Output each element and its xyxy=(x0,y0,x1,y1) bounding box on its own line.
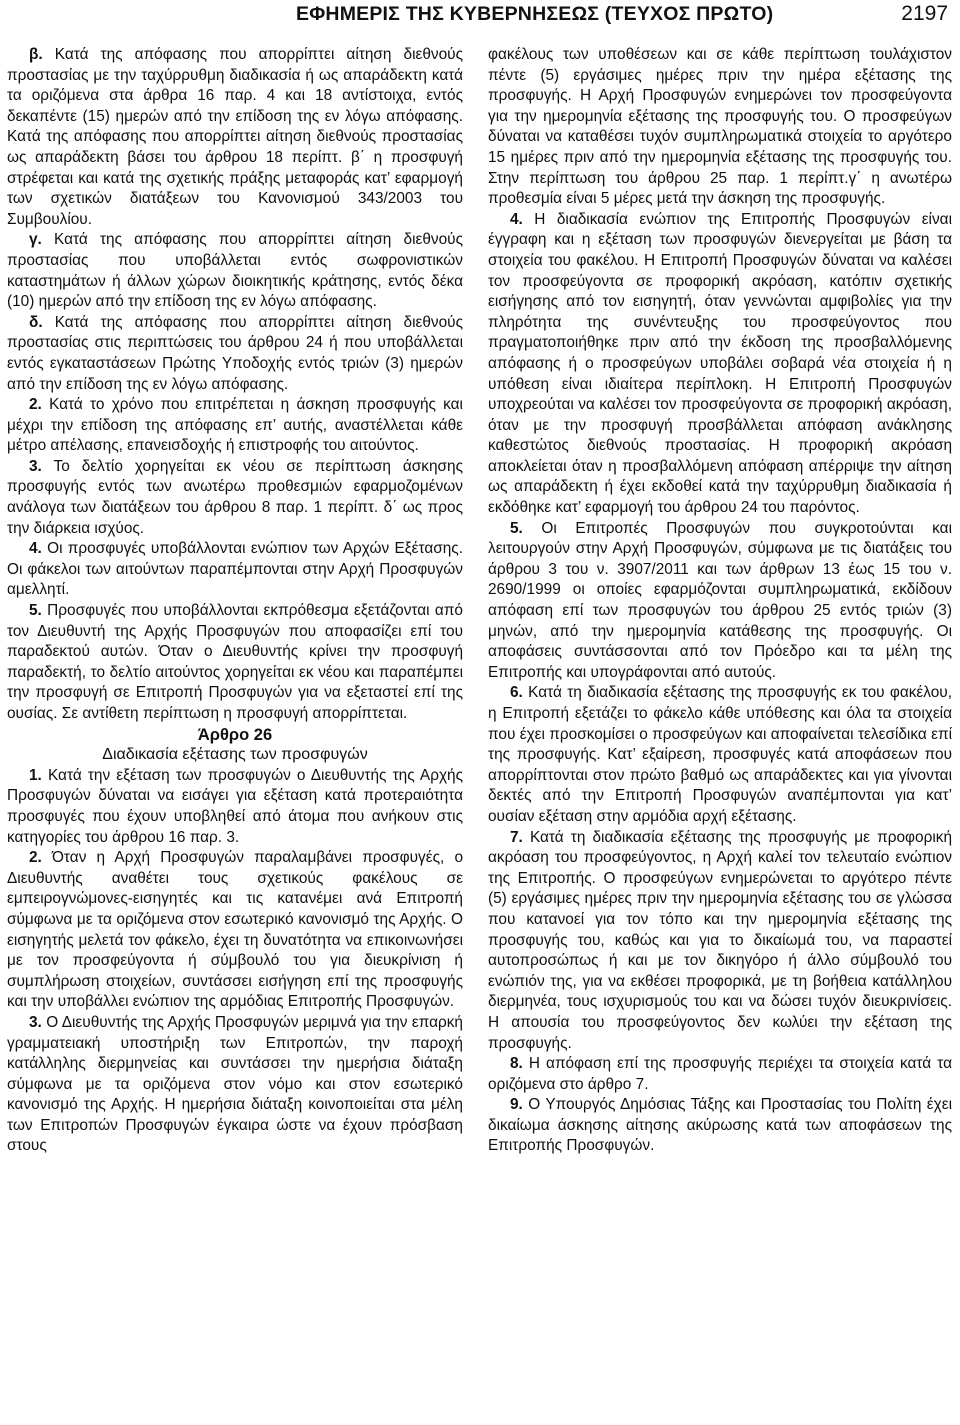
paragraph-number: 3. xyxy=(29,1013,42,1031)
paragraph-number: 6. xyxy=(510,684,523,702)
paragraph xyxy=(488,828,952,1055)
paragraph-text: Κατά το χρόνο που επιτρέπεται η άσκηση προσφυγής και μέχρι την επίδοση της απόφασης επ’ αυτής, αναστέλλεται κάθε μέτρο απέλασης, επανεισδοχής ή επιστροφής του αιτούντος. xyxy=(7,396,463,455)
paragraph-text: Προσφυγές που υποβάλλονται εκπρόθεσμα εξετάζονται από τον Διευθυντή της Αρχής Προσφυγών που αποφασίζει επί του παραδεκτού αυτών. Όταν ο Διευθυντής κρίνει την προσφυγή παραδεκτή, το δελτίο αιτούντος χορηγείται εκ νέου και παραπέμπει την προσφυγή σε Επιτροπή Προσφυγών για να εξεταστεί επί της ουσίας. Σε αντίθετη περίπτωση η προσφυγή απορρίπτεται. xyxy=(7,602,463,722)
gazette-title: ΕΦΗΜΕΡΙΣ ΤΗΣ ΚΥΒΕΡΝΗΣΕΩΣ (ΤΕΥΧΟΣ ΠΡΩΤΟ) xyxy=(296,3,774,25)
paragraph-text: Η διαδικασία ενώπιον της Επιτροπής Προσφυγών είναι έγγραφη και η εξέταση των προσφυγών διενεργείται με βάση τα στοιχεία του φακέλου. Η Επιτροπή Προσφυγών δύναται να καλέσει τον προσφεύγοντα σε προφορική ακρόαση, κατόπιν σχετικής εισήγησης από τον εισηγητή, όταν γεννώνται αμφιβολίες για την πληρότητα της συνέντευξης του προσφεύγοντος που πραγματοποιήθηκε πριν από την έκδοση της προσβαλλόμενης απόφασης ή ο προσφεύγων υποβάλει σοβαρά νέα στοιχεία ή η υπόθεση είναι ιδιαίτερα περίπλοκη. Η Επιτροπή Προσφυγών υποχρεούται να καλέσει τον προσφεύγοντα σε προφορική ακρόαση, όταν με την προσφυγή προσβάλλεται απόφαση ανάκλησης καθεστώτος διεθνούς προστασίας. Η προφορική ακρόαση αποκλείεται όταν η προσβαλλόμενη απόφαση απέρριψε την αίτηση ως απαράδεκτη ή έχει εκδοθεί κατά την ταχύρρυθμη διαδικασία ή εκδόθηκε κατ’ εφαρμογή του άρθρου 24 του παρόντος. xyxy=(488,210,952,517)
paragraph-text: Όταν η Αρχή Προσφυγών παραλαμβάνει προσφυγές, ο Διευθυντής αναθέτει τους σχετικούς φακέλους σε εμπειρογνώμονες-εισηγητές και τις κατανέμει ανά Επιτροπή σύμφωνα με τα οριζόμενα στον εσωτερικό κανονισμό της Αρχής. Ο εισηγητής μελετά τον φάκελο, έχει τη δυνατότητα να επικοινωνήσει με τον προσφεύγοντα ή σύμβουλό του για διευκρίνιση ή συμπλήρωση στοιχείων, συντάσσει εισήγηση επί της προσφυγής και την υποβάλλει ενώπιον της αρμόδιας Επιτροπής Προσφυγών. xyxy=(7,849,464,1011)
paragraph-text: Ο Διευθυντής της Αρχής Προσφυγών μεριμνά για την επαρκή γραμματειακή υποστήριξη των Επιτροπών, την παροχή κατάλληλης διερμηνείας και συντάσσει την ημερήσια διάταξη σύμφωνα με τα οριζόμενα στον νόμο και στον εσωτερικό κανονισμό της Αρχής. Η ημερήσια διάταξη κοινοποιείται στα μέλη των Επιτροπών Προσφυγών έγκαιρα ώστε να έχουν πρόσβαση στους xyxy=(7,1013,463,1155)
paragraph xyxy=(488,1095,952,1157)
paragraph-number: 1. xyxy=(29,766,42,784)
paragraph xyxy=(488,683,952,827)
paragraph-number: 4. xyxy=(29,540,42,558)
paragraph-number: 4. xyxy=(510,210,523,228)
paragraph-number: 7. xyxy=(510,828,523,846)
paragraph xyxy=(488,45,952,210)
paragraph-text: Κατά την εξέταση των προσφυγών ο Διευθυντής της Αρχής Προσφυγών δύναται να εισάγει για εξέταση κατά προτεραιότητα προσφυγές που έχουν υποβληθεί από άτομα που ανήκουν στις κατηγορίες του άρθρου 16 παρ. 3. xyxy=(7,766,464,846)
paragraph xyxy=(7,395,463,457)
article-subtitle: Διαδικασία εξέτασης των προσφυγών xyxy=(102,746,368,764)
paragraph-number: δ. xyxy=(29,313,43,331)
paragraph-text: Οι προσφυγές υποβάλλονται ενώπιον των Αρχών Εξέτασης. Οι φάκελοι των αιτούντων παραπέμπονται στην Αρχή Προσφυγών αμελλητί. xyxy=(7,540,463,599)
paragraph xyxy=(7,45,463,230)
paragraph xyxy=(7,230,463,312)
left-column xyxy=(7,45,463,1157)
paragraph-text: Οι Επιτροπές Προσφυγών που συγκροτούνται και λειτουργούν στην Αρχή Προσφυγών, σύμφωνα με τις διατάξεις του άρθρου 3 του ν. 3907/2011 και των άρθρων 13 έως 15 του ν. 2690/1999 οι οποίες εφαρμόζονται συμπληρωματικά, εκδίδουν απόφαση επί των προσφυγών του άρθρου 25 εντός τριών (3) μηνών, από την ημερομηνία κατάθεσης της προσφυγής. Οι αποφάσεις συντάσσονται από τον Πρόεδρο και τα μέλη της Επιτροπής και υπογράφονται από αυτούς. xyxy=(488,519,952,681)
right-column xyxy=(488,45,952,1157)
paragraph xyxy=(488,210,952,519)
paragraph xyxy=(488,1054,952,1095)
paragraph-number: 2. xyxy=(29,396,42,414)
article-title: Άρθρο 26 xyxy=(197,725,273,744)
paragraph xyxy=(488,519,952,684)
paragraph-number: 9. xyxy=(510,1096,523,1114)
paragraph-number: β. xyxy=(29,46,43,63)
paragraph xyxy=(7,848,463,1013)
paragraph-text: Κατά της απόφασης που απορρίπτει αίτηση διεθνούς προστασίας στις περιπτώσεις του άρθρου 24 ή που υποβάλλεται εντός εγκαταστάσεων Πρώτης Υποδοχής εντός τριών (3) ημερών από την επίδοση της εν λόγω απόφασης. xyxy=(7,313,464,393)
page-header xyxy=(0,0,960,30)
paragraph xyxy=(7,1013,463,1157)
paragraph xyxy=(7,601,463,725)
paragraph-number: 2. xyxy=(29,849,42,867)
paragraph xyxy=(7,457,463,539)
paragraph-text: Το δελτίο χορηγείται εκ νέου σε περίπτωση άσκησης προσφυγής εντός των ανωτέρω προθεσμιών εφαρμοζομένων ανάλογα των διατάξεων του άρθρου 8 παρ. 1 περίπτ. δ΄ ως προς την διάρκεια ισχύος. xyxy=(7,457,463,537)
paragraph-number: γ. xyxy=(29,231,42,249)
paragraph-number: 8. xyxy=(510,1055,523,1073)
paragraph-text: Κατά τη διαδικασία εξέτασης της προσφυγής εκ του φακέλου, η Επιτροπή εξετάζει το φάκελο κάθε υπόθεσης και όλα τα στοιχεία που έχει προσκομίσει ο προσφεύγων και αποφαίνεται τελεσίδικα επί της προσφυγής. Κατ’ εξαίρεση, προσφυγές κατά αποφάσεων που απορρίπτονται στον πρώτο βαθμό ως απαράδεκτες και για γίνονται δεκτές από την Επιτροπή Προσφυγών αναπέμπονται για κατ’ ουσίαν εξέταση στην αρμόδια αρχή εξέτασης. xyxy=(488,684,952,825)
paragraph-text: Ο Υπουργός Δημόσιας Τάξης και Προστασίας του Πολίτη έχει δικαίωμα άσκησης αίτησης ακύρωσης κατά των αποφάσεων της Επιτροπής Προσφυγών. xyxy=(488,1096,952,1155)
paragraph-number: 5. xyxy=(29,602,42,620)
page-number: 2197 xyxy=(901,2,948,25)
paragraph-text: Η απόφαση επί της προσφυγής περιέχει τα στοιχεία κατά τα οριζόμενα στο άρθρο 7. xyxy=(488,1055,952,1093)
paragraph-text: Κατά τη διαδικασία εξέτασης της προσφυγής με προφορική ακρόαση του προσφεύγοντος, η Αρχή καλεί τον τελευταίο ενώπιον της Επιτροπής. Ο προσφεύγων ενημερώνεται το αργότερο πέντε (5) εργάσιμες ημέρες πριν την ημερομηνία εξέτασης του σε γλώσσα που κατανοεί για τον τόπο και την ημερομηνία εξέτασης της προσφυγής του, καθώς και για το δικαίωμά του, να παραστεί αυτοπροσώπως ή και με τον δικηγόρο ή άλλο σύμβουλό του ενώπιόν της, για να εκθέσει προφορικά, με τη βοήθεια κατάλληλου διερμηνέα, τους ισχυρισμούς του και να δώσει τυχόν διευκρινίσεις. Η απουσία του προσφεύγοντος δεν κωλύει την εξέταση της προσφυγής. xyxy=(488,828,953,1052)
paragraph xyxy=(7,766,463,848)
paragraph-number: 3. xyxy=(29,457,42,475)
paragraph-text: φακέλους των υποθέσεων και σε κάθε περίπτωση τουλάχιστον πέντε (5) εργάσιμες ημέρες πριν την ημέρα εξέτασης της προσφυγής. Η Αρχή Προσφυγών ενημερώνει τον προσφεύγοντα για την ημερομηνία εξέτασης της προσφυγής του. Ο προσφεύγων δύναται να καταθέσει τυχόν συμπληρωματικά στοιχεία το αργότερο 15 ημέρες πριν από την ημερομηνία εξέτασης της προσφυγής του. Στην περίπτωση του άρθρου 25 παρ. 1 περίπτ.γ΄ η ανωτέρω προθεσμία είναι 5 μέρες μετά την άσκηση της προσφυγής. xyxy=(488,46,952,208)
paragraph-number: 5. xyxy=(510,519,523,537)
paragraph-text: Κατά της απόφασης που απορρίπτει αίτηση διεθνούς προστασίας με την ταχύρρυθμη διαδικασία ή ως απαράδεκτη κατά τα οριζόμενα στα άρθρα 16 παρ. 4 και 18 αντίστοιχα, εντός δεκαπέντε (15) ημερών από την επίδοση της εν λόγω απόφασης. Κατά της απόφασης που απορρίπτει αίτηση διεθνούς προστασίας ως απαράδεκτη βάσει του άρθρου 18 περίπτ. β΄ η προσφυγή στρέφεται και κατά της σχετικής πράξης μεταφοράς κατ’ εφαρμογή των σχετικών διατάξεων του Κανονισμού 343/2003 του Συμβουλίου. xyxy=(7,46,464,228)
paragraph xyxy=(7,539,463,601)
paragraph xyxy=(7,313,463,395)
paragraph-text: Κατά της απόφασης που απορρίπτει αίτηση διεθνούς προστασίας που υποβάλλεται εντός σωφρονιστικών καταστημάτων ή άλλων χώρων διοικητικής κράτησης, εντός δέκα (10) ημερών από την επίδοση της εν λόγω απόφασης. xyxy=(7,231,463,311)
